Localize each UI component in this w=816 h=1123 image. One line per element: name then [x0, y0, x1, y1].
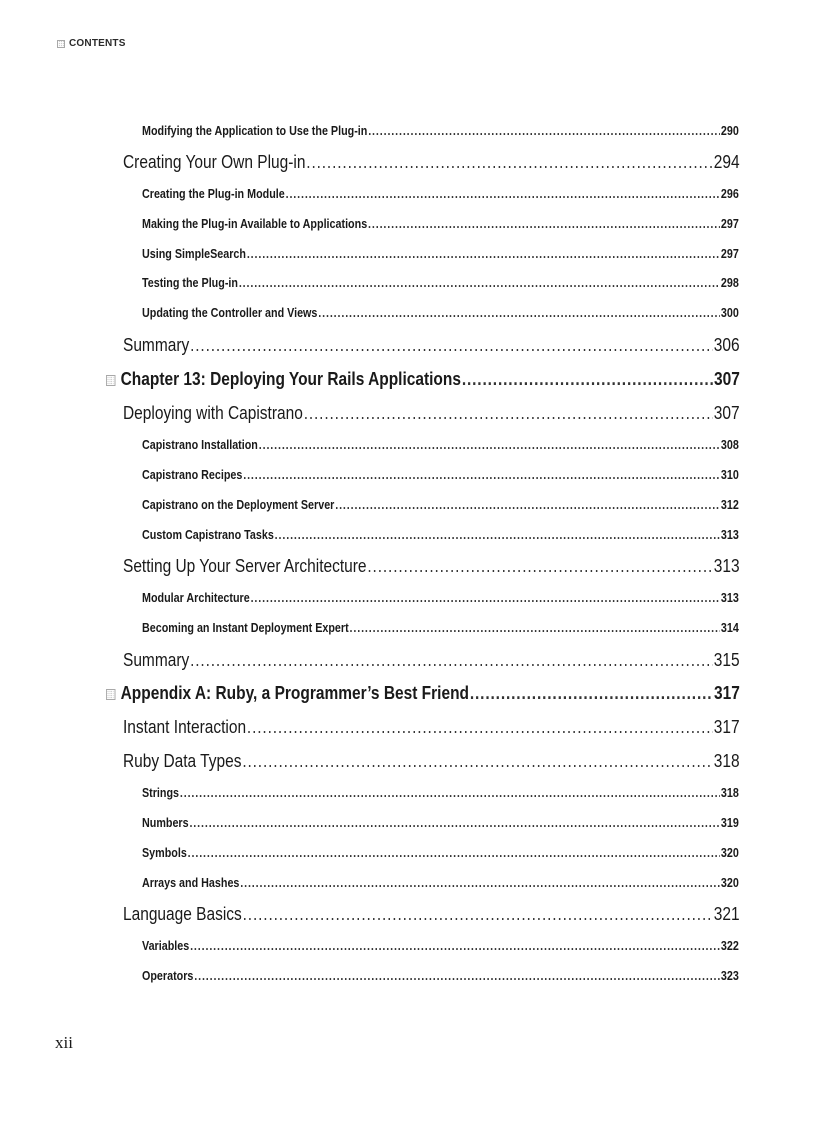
leader-dots: [350, 621, 720, 635]
toc-entry-page: 296: [720, 187, 739, 201]
leader-dots: [275, 528, 720, 542]
toc-entry-title: Deploying with Capistrano: [123, 403, 303, 423]
toc-entry-section[interactable]: [123, 403, 740, 424]
leader-dots: [286, 187, 720, 201]
page-number: xii: [55, 1033, 73, 1052]
toc-entry-page: 315: [713, 650, 740, 670]
leader-dots: [251, 591, 720, 605]
toc-entry-subsection[interactable]: [142, 786, 739, 800]
toc-entry-page: 323: [720, 969, 739, 983]
toc-entry-subsection[interactable]: [142, 816, 739, 830]
leader-dots: [368, 124, 720, 138]
running-head-text: CONTENTS: [69, 38, 126, 49]
toc-entry-title: Chapter 13: Deploying Your Rails Applications: [120, 369, 461, 389]
toc-entry-subsection[interactable]: [142, 306, 739, 320]
leader-dots: [190, 335, 713, 356]
leader-dots: [462, 369, 713, 390]
toc-entry-page: 314: [720, 621, 739, 635]
leader-dots: [188, 846, 720, 860]
leader-dots: [306, 152, 713, 173]
toc-entry-subsection[interactable]: [142, 846, 739, 860]
leader-dots: [318, 306, 720, 320]
toc-entry-page: 322: [720, 939, 739, 953]
toc-entry-subsection[interactable]: [142, 187, 739, 201]
chapter-marker-icon: [106, 375, 115, 386]
toc-entry-section[interactable]: [123, 152, 740, 173]
toc-entry-page: 308: [720, 438, 739, 452]
toc-entry-section[interactable]: [123, 751, 740, 772]
leader-dots: [240, 876, 720, 890]
toc-entry-section[interactable]: [123, 904, 740, 925]
toc-entry-page: 317: [713, 717, 740, 737]
toc-entry-subsection[interactable]: [142, 276, 739, 290]
toc-entry-title: Capistrano Recipes: [142, 468, 243, 482]
leader-dots: [247, 247, 720, 261]
toc-entry-title: Language Basics: [123, 904, 242, 924]
toc-entry-page: 313: [720, 591, 739, 605]
leader-dots: [247, 717, 713, 738]
toc-entry-subsection[interactable]: [142, 876, 739, 890]
toc-entry-title: Symbols: [142, 846, 187, 860]
toc-entry-title: Updating the Controller and Views: [142, 306, 318, 320]
toc-entry-page: 297: [720, 217, 739, 231]
toc-entry-title: Custom Capistrano Tasks: [142, 528, 274, 542]
toc-entry-page: 298: [720, 276, 739, 290]
toc-entry-subsection[interactable]: [142, 438, 739, 452]
leader-dots: [239, 276, 720, 290]
toc-entry-page: 306: [713, 335, 740, 355]
toc-entry-title: Appendix A: Ruby, a Programmer’s Best Friend: [120, 683, 470, 703]
leader-dots: [304, 403, 713, 424]
toc-entry-title: Instant Interaction: [123, 717, 247, 737]
toc-entry-title: Variables: [142, 939, 190, 953]
toc-entry-subsection[interactable]: [142, 528, 739, 542]
toc-entry-subsection[interactable]: [142, 591, 739, 605]
leader-dots: [180, 786, 720, 800]
toc-entry-page: 318: [713, 751, 740, 771]
running-head: [57, 38, 126, 49]
toc-entry-page: 312: [720, 498, 739, 512]
toc-entry-page: 318: [720, 786, 739, 800]
leader-dots: [242, 751, 713, 772]
toc-entry-section[interactable]: [123, 717, 740, 738]
toc-entry-subsection[interactable]: [142, 621, 739, 635]
toc-entry-title: Capistrano on the Deployment Server: [142, 498, 335, 512]
toc-entry-title: Creating Your Own Plug-in: [123, 152, 306, 172]
toc-entry-page: 320: [720, 876, 739, 890]
toc-entry-section[interactable]: [123, 556, 740, 577]
toc-entry-chapter[interactable]: [106, 683, 740, 704]
leader-dots: [470, 683, 713, 704]
toc-entry-subsection[interactable]: [142, 498, 739, 512]
toc-entry-page: 307: [713, 369, 740, 389]
leader-dots: [243, 904, 713, 925]
toc-entry-page: 317: [713, 683, 740, 703]
toc-entry-page: 307: [713, 403, 740, 423]
toc-entry-subsection[interactable]: [142, 124, 739, 138]
toc-entry-title: Modular Architecture: [142, 591, 250, 605]
chapter-marker-icon: [106, 689, 115, 700]
toc-entry-title: Testing the Plug-in: [142, 276, 238, 290]
toc-entry-page: 313: [713, 556, 740, 576]
toc-entry-title: Operators: [142, 969, 194, 983]
toc-entry-title: Strings: [142, 786, 180, 800]
toc-entry-section[interactable]: [123, 335, 740, 356]
toc-entry-page: 294: [713, 152, 740, 172]
leader-dots: [194, 969, 720, 983]
toc-entry-title: Summary: [123, 650, 190, 670]
toc-entry-title: Ruby Data Types: [123, 751, 242, 771]
leader-dots: [189, 816, 720, 830]
leader-dots: [190, 650, 713, 671]
toc-entry-title: Setting Up Your Server Architecture: [123, 556, 367, 576]
leader-dots: [368, 217, 720, 231]
toc-entry-title: Using SimpleSearch: [142, 247, 246, 261]
toc-entry-page: 310: [720, 468, 739, 482]
leader-dots: [243, 468, 720, 482]
toc-entry-page: 290: [720, 124, 739, 138]
toc-entry-title: Capistrano Installation: [142, 438, 258, 452]
leader-dots: [259, 438, 720, 452]
toc-entry-title: Becoming an Instant Deployment Expert: [142, 621, 349, 635]
toc-entry-subsection[interactable]: [142, 217, 739, 231]
toc-entry-section[interactable]: [123, 650, 740, 671]
toc-entry-title: Creating the Plug-in Module: [142, 187, 285, 201]
toc-entry-title: Modifying the Application to Use the Plug-in: [142, 124, 368, 138]
toc-entry-subsection[interactable]: [142, 939, 739, 953]
toc-entry-subsection[interactable]: [142, 247, 739, 261]
toc-entry-subsection[interactable]: [142, 468, 739, 482]
leader-dots: [335, 498, 720, 512]
toc-entry-page: 320: [720, 846, 739, 860]
toc-entry-title: Arrays and Hashes: [142, 876, 240, 890]
toc-entry-page: 313: [720, 528, 739, 542]
toc-entry-subsection[interactable]: [142, 969, 739, 983]
toc-entry-title: Summary: [123, 335, 190, 355]
toc-entry-chapter[interactable]: [106, 369, 740, 390]
toc-entry-title: Numbers: [142, 816, 189, 830]
toc-entry-page: 300: [720, 306, 739, 320]
section-marker-icon: [57, 40, 65, 48]
leader-dots: [190, 939, 720, 953]
leader-dots: [367, 556, 713, 577]
toc-entry-title: Making the Plug-in Available to Applications: [142, 217, 368, 231]
toc-entry-page: 319: [720, 816, 739, 830]
toc-entry-page: 321: [713, 904, 740, 924]
toc-entry-page: 297: [720, 247, 739, 261]
